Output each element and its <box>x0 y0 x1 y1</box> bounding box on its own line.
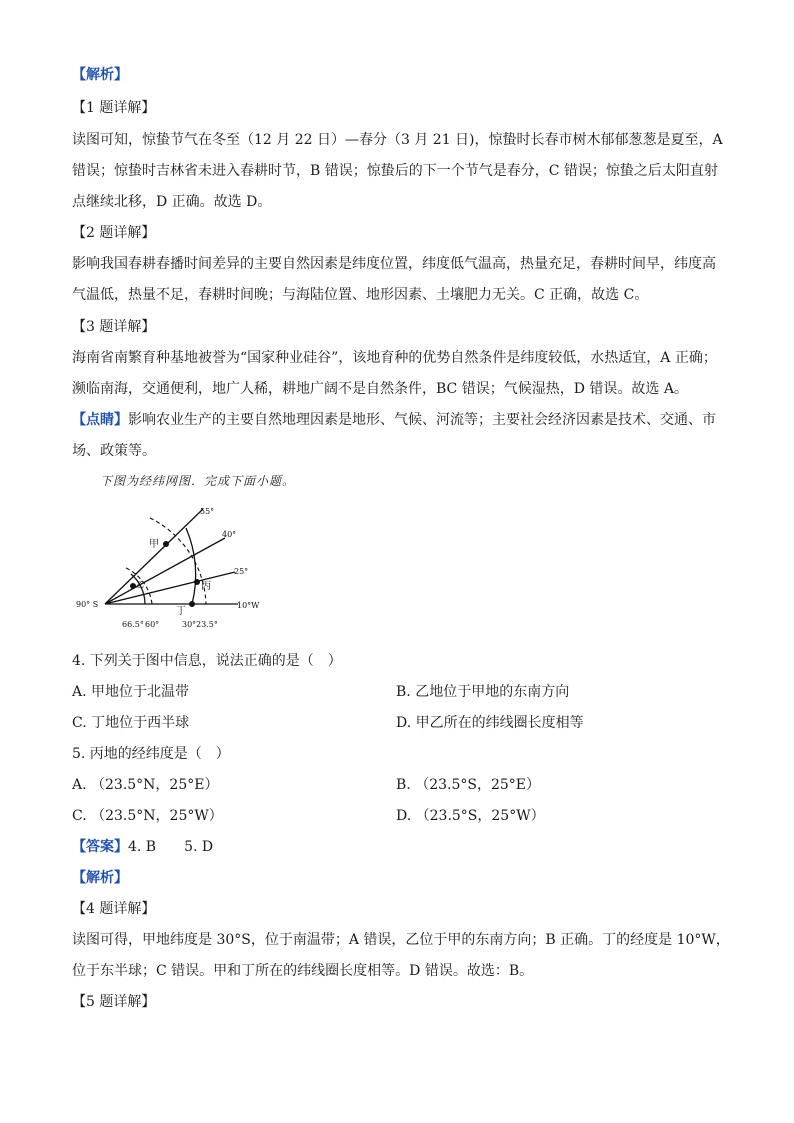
q3-detail-heading: 【3 题详解】 <box>72 319 156 335</box>
label-lat-235: 23.5° <box>196 620 218 629</box>
q5-option-d: D. （23.5°S，25°W） <box>396 808 545 824</box>
point-ding <box>189 601 195 607</box>
meridian-40 <box>105 538 225 604</box>
q1-detail-heading: 【1 题详解】 <box>72 100 156 116</box>
answer-tag: 【答案】 <box>72 839 128 855</box>
label-bing: 丙 <box>201 581 211 592</box>
q5-stem: 5. 丙地的经纬度是（ ） <box>72 746 230 762</box>
q4-option-b: B. 乙地位于甲地的东南方向 <box>396 684 570 700</box>
answer-text: 4. B 5. D <box>128 839 214 855</box>
answer-line <box>72 838 213 856</box>
q5-option-c: C. （23.5°N，25°W） <box>72 808 223 824</box>
label-lon-10w: 10°W <box>237 601 260 610</box>
label-lon-25: 25° <box>234 567 249 576</box>
q3-text-line: 海南省南繁育种基地被誉为“国家种业硅谷”，该地育种的优势自然条件是纬度较低，水热适宜，A 正确； <box>72 350 717 366</box>
graticule-figure <box>70 500 270 635</box>
q4-option-a: A. 甲地位于北温带 <box>72 684 190 700</box>
label-lon-40: 40° <box>222 530 237 539</box>
label-lat-30: 30° <box>182 620 197 629</box>
q4-detail-heading: 【4 题详解】 <box>72 901 156 917</box>
q1-text-line: 点继续北移，D 正确。故选 D。 <box>72 194 272 210</box>
q4-text-line: 读图可得，甲地纬度是 30°S，位于南温带；A 错误，乙位于甲的东南方向；B 正确。丁的经度是 10°W， <box>72 932 730 948</box>
meridian-55 <box>105 509 203 604</box>
q1-text-line: 错误；惊蛰时吉林省未进入春耕时节，B 错误；惊蛰后的下一个节气是春分，C 错误；惊蛰之后太阳直射 <box>72 163 718 179</box>
q5-option-b: B. （23.5°S，25°E） <box>396 777 540 793</box>
label-lon-55: 55° <box>200 507 215 516</box>
label-pole: 90° S <box>76 600 99 609</box>
meridian-25 <box>105 572 235 604</box>
q3-text-line: 濒临南海，交通便利，地广人稀，耕地广阔不是自然条件，BC 错误；气候湿热，D 错误。故选 A。 <box>72 381 688 397</box>
label-jia: 甲 <box>149 539 159 550</box>
point-jia <box>163 541 169 547</box>
q5-detail-heading: 【5 题详解】 <box>72 994 156 1010</box>
label-ding: 丁 <box>176 606 186 617</box>
q4-stem: 4. 下列关于图中信息，说法正确的是（ ） <box>72 653 342 669</box>
analysis-heading: 【解析】 <box>72 870 128 886</box>
label-lat-60: 60° <box>145 620 160 629</box>
q1-text-line: 读图可知，惊蛰节气在冬至（12 月 22 日）—春分（3 月 21 日)，惊蛰时长春市树木郁郁葱葱是夏至，A <box>72 132 723 148</box>
figure-caption: 下图为经纬网图．完成下面小题。 <box>100 474 296 488</box>
key-point-tag: 【点睛】 <box>72 412 128 428</box>
q4-text-line: 位于东半球；C 错误。甲和丁所在的纬线圈长度相等。D 错误。故选：B。 <box>72 963 534 979</box>
q4-option-c: C. 丁地位于西半球 <box>72 715 190 731</box>
q4-option-d: D. 甲乙所在的纬线圈长度相等 <box>396 715 584 731</box>
q2-text-line: 气温低，热量不足，春耕时间晚；与海陆位置、地形因素、土壤肥力无关。C 正确，故选 C。 <box>72 287 649 303</box>
point-bing <box>194 579 200 585</box>
q5-option-a: A. （23.5°N，25°E） <box>72 777 219 793</box>
analysis-heading: 【解析】 <box>72 67 128 83</box>
label-yi: 乙 <box>136 580 144 589</box>
label-lat-665: 66.5° <box>122 620 144 629</box>
q2-text-line: 影响我国春耕春播时间差异的主要自然因素是纬度位置，纬度低气温高，热量充足，春耕时间早，纬度高 <box>72 256 716 272</box>
key-point-text: 影响农业生产的主要自然地理因素是地形、气候、河流等；主要社会经济因素是技术、交通、市 <box>128 412 716 428</box>
key-point-line <box>72 411 716 429</box>
q2-detail-heading: 【2 题详解】 <box>72 225 156 241</box>
key-point-text: 场、政策等。 <box>72 443 156 459</box>
parallel-30 <box>186 528 196 604</box>
